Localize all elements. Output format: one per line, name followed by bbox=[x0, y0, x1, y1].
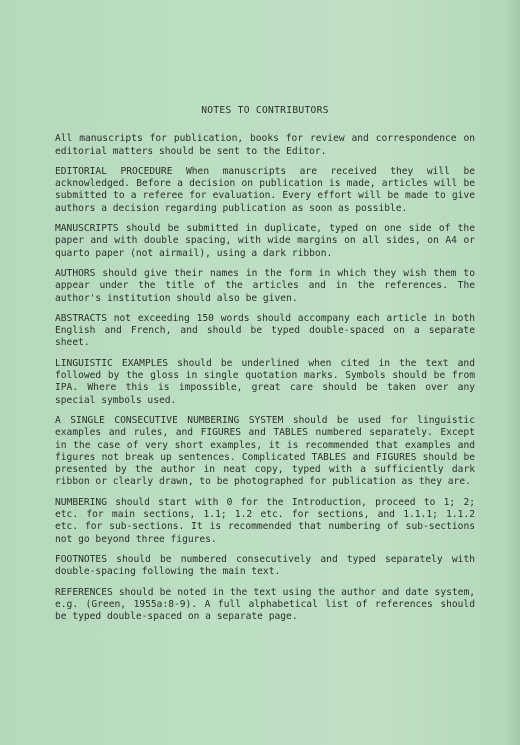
paragraph-references: REFERENCES should be noted in the text using the author and date system, e.g. (Green, 1955a:8-9). A full alphabetical list of references should be typed double-spaced on a separate page. bbox=[55, 586, 475, 623]
paragraph-submission: All manuscripts for publication, books for review and correspondence on editorial matters should be sent to the Editor. bbox=[55, 133, 475, 157]
paragraph-numbering: NUMBERING should start with 0 for the Introduction, proceed to 1; 2; etc. for main sections, 1.1; 1.2 etc. for sections, and 1.1.1; 1.1.2 etc. for sub-sections. It is recommended that numbering of sub-sections not go beyond three figures. bbox=[55, 496, 475, 545]
paragraph-linguistic-examples: LINGUISTIC EXAMPLES should be underlined when cited in the text and followed by the gloss in single quotation marks. Symbols should be from IPA. Where this is impossible, great care should be taken over any special symbols used. bbox=[55, 357, 475, 406]
paragraph-editorial-procedure: EDITORIAL PROCEDURE When manuscripts are received they will be acknowledged. Before a decision on publication is made, articles will be submitted to a referee for evaluation. Every effort will be made to give authors a decision regarding publication as soon as possible. bbox=[55, 165, 475, 214]
document-body bbox=[55, 105, 475, 631]
paragraph-authors: AUTHORS should give their names in the form in which they wish them to appear under the title of the articles and in the references. The author's institution should also be given. bbox=[55, 267, 475, 304]
paragraph-abstracts: ABSTRACTS not exceeding 150 words should accompany each article in both English and French, and should be typed double-spaced on a separate sheet. bbox=[55, 312, 475, 349]
page-edge-shadow bbox=[506, 0, 520, 745]
paragraph-footnotes: FOOTNOTES should be numbered consecutively and typed separately with double-spacing following the main text. bbox=[55, 553, 475, 578]
page-title: NOTES TO CONTRIBUTORS bbox=[201, 105, 329, 116]
paragraph-numbering-system: A SINGLE CONSECUTIVE NUMBERING SYSTEM should be used for linguistic examples and rules, and FIGURES and TABLES numbered separately. Except in the case of very short examples, it is recommended that examples and figures not break up sentences. Complicated TABLES and FIGURES should be presented by the author in neat copy, typed with a sufficiently dark ribbon or clearly drawn, to be photographed for publication as they are. bbox=[55, 414, 475, 488]
paragraph-manuscripts: MANUSCRIPTS should be submitted in duplicate, typed on one side of the paper and with double spacing, with wide margins on all sides, on A4 or quarto paper (not airmail), using a dark ribbon. bbox=[55, 223, 475, 259]
